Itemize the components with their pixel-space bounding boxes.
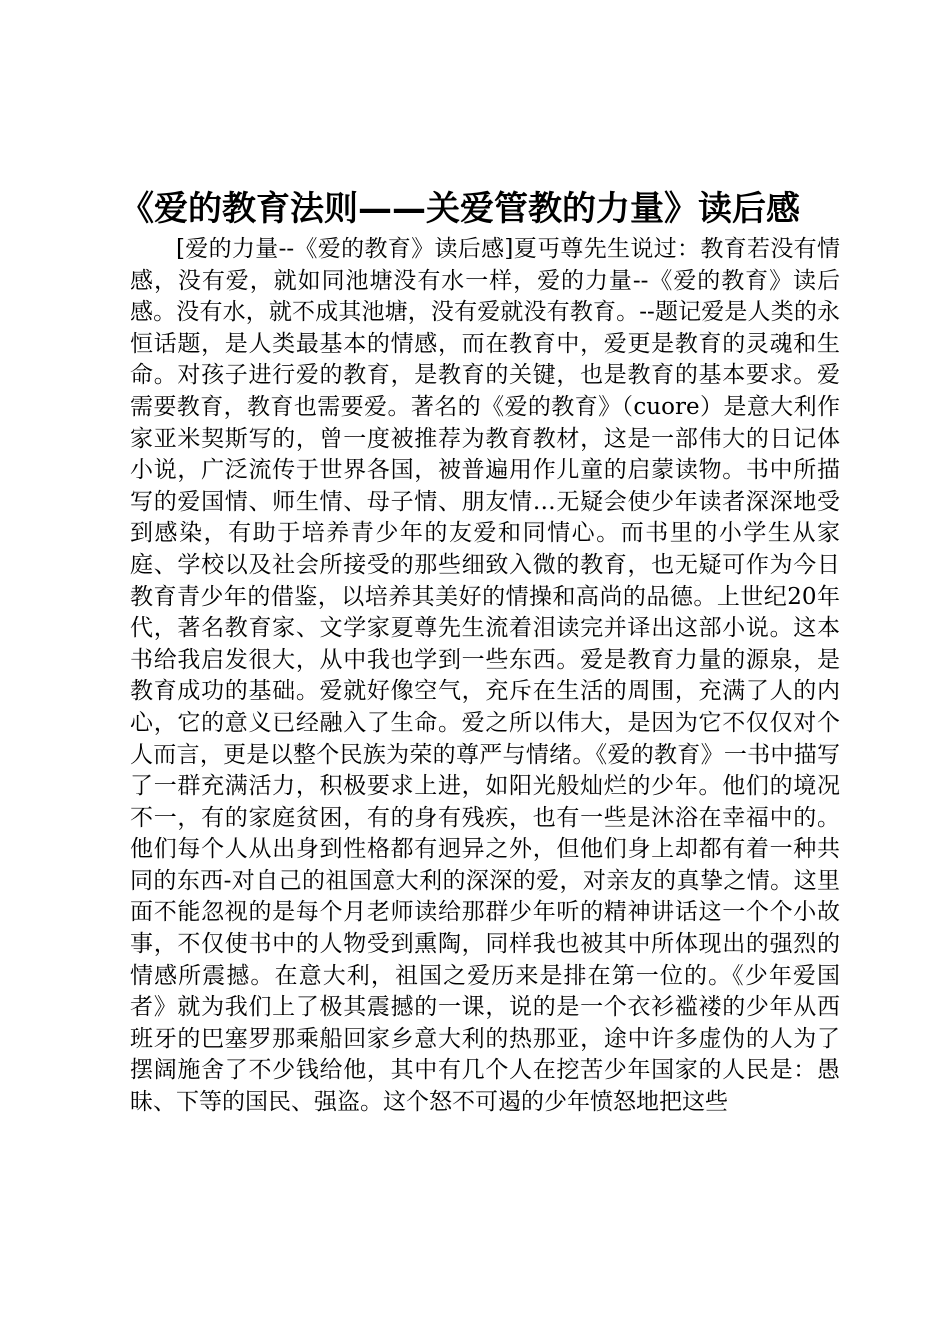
document-body-paragraph: [爱的力量--《爱的教育》读后感]夏丏尊先生说过：教育若没有情感，没有爱，就如同池塘没有水一样，爱的力量--《爱的教育》读后感。没有水，就不成其池塘，没有爱就没有教育。--题记爱是人类的永恒话题，是人类最基本的情感，而在教育中，爱更是教育的灵魂和生命。对孩子进行爱的教育，是教育的关键，也是教育的基本要求。爱需要教育，教育也需要爱。著名的《爱的教育》（cuore）是意大利作家亚米契斯写的，曾一度被推荐为教育教材，这是一部伟大的日记体小说，广泛流传于世界各国，被普遍用作儿童的启蒙读物。书中所描写的爱国情、师生情、母子情、朋友情…无疑会使少年读者深深地受到感染，有助于培养青少年的友爱和同情心。而书里的小学生从家庭、学校以及社会所接受的那些细致入微的教育，也无疑可作为今日教育青少年的借鉴，以培养其美好的情操和高尚的品德。上世纪20年代，著名教育家、文学家夏尊先生流着泪读完并译出这部小说。这本书给我启发很大，从中我也学到一些东西。爱是教育力量的源泉，是教育成功的基础。爱就好像空气，充斥在生活的周围，充满了人的内心，它的意义已经融入了生命。爱之所以伟大，是因为它不仅仅对个人而言，更是以整个民族为荣的尊严与情绪。《爱的教育》一书中描写了一群充满活力，积极要求上进，如阳光般灿烂的少年。他们的境况不一，有的家庭贫困，有的身有残疾，也有一些是沐浴在幸福中的。他们每个人从出身到性格都有迥异之外，但他们身上却都有着一种共同的东西-对自己的祖国意大利的深深的爱，对亲友的真挚之情。这里面不能忽视的是每个月老师读给那群少年听的精神讲话这一个个小故事，不仅使书中的人物受到熏陶，同样我也被其中所体现出的强烈的情感所震撼。在意大利，祖国之爱历来是排在第一位的。《少年爱国者》就为我们上了极其震撼的一课，说的是一个衣衫褴褛的少年从西班牙的巴塞罗那乘船回家乡意大利的热那亚，途中许多虚伪的人为了摆阔施舍了不少钱给他，其中有几个人在挖苦少年国家的人民是：愚昧、下等的国民、强盗。这个怒不可遏的少年愤怒地把这些 bbox=[130, 236, 840, 1116]
document-title: 《爱的教育法则——关爱管教的力量》读后感 bbox=[120, 189, 800, 229]
